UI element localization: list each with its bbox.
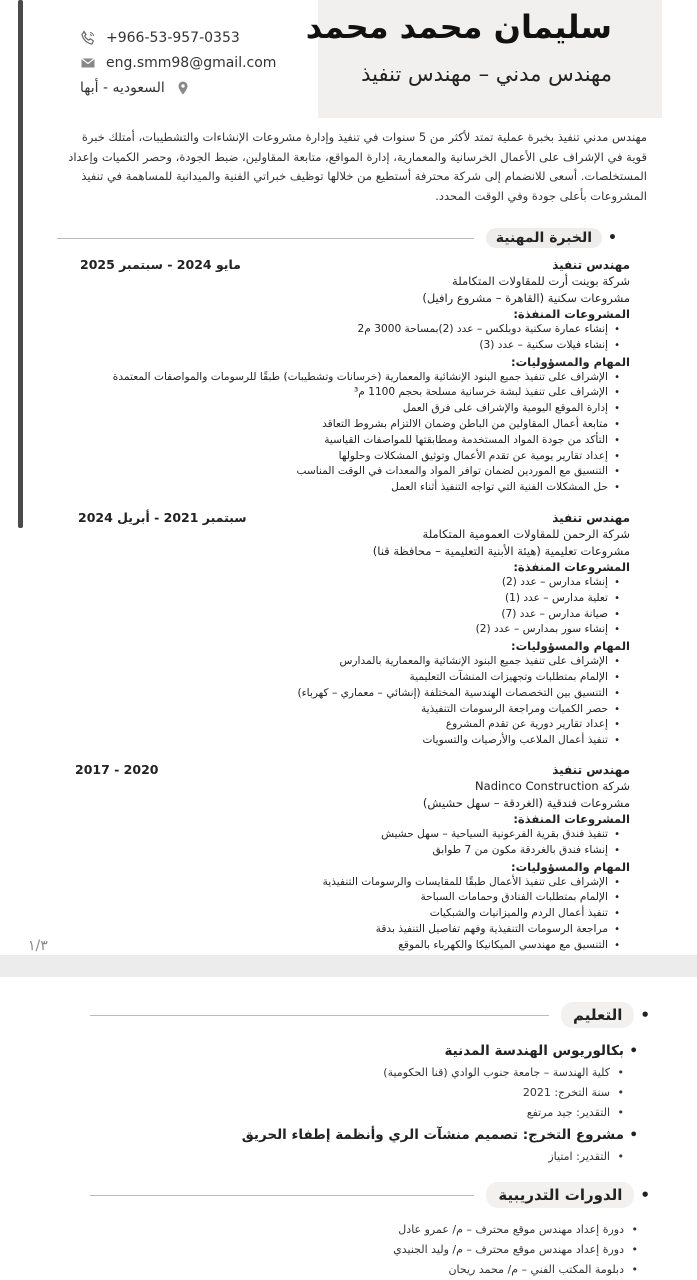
location-text: السعوديه - أبها (80, 80, 165, 96)
email-text: eng.smm98@gmail.com (106, 55, 277, 71)
list-item: • حصر الكميات ومراجعة الرسومات التنفيذية (70, 702, 618, 718)
section-divider (90, 1015, 549, 1016)
list-item: • الإلمام بمتطلبات وتجهيزات المنشآت التعليمية (70, 670, 618, 686)
list-item: • التنسيق مع مهندسي الميكانيكا والكهرباء بالموقع (70, 938, 618, 954)
section-bullet: • (640, 1006, 650, 1024)
list-item: • مراجعة الرسومات التنفيذية وفهم تفاصيل التنفيذ بدقة (70, 922, 618, 938)
graduation-project-title: تصميم منشآت الري وأنظمة إطفاء الحريق (241, 1127, 519, 1143)
job-title: مهندس تنفيذ (552, 763, 630, 777)
list-item: • الإشراف على تنفيذ جميع البنود الإنشائية والمعمارية (خرسانات وتشطيبات) طبقًا للرسومات والمواصفات المعتمدة (70, 370, 618, 386)
project-type: مشروعات تعليمية (هيئة الأبنية التعليمية – محافظة قنا) (372, 543, 630, 558)
resume-page-2 (0, 977, 697, 1280)
list-item: • التنسيق مع الموردين لضمان توافر المواد والمعدات في الوقت المناسب (70, 464, 618, 480)
job-entry (70, 510, 630, 749)
job-dates: مايو 2024 - سبتمبر 2025 (80, 257, 241, 272)
company-name: شركة الرحمن للمقاولات العمومية المتكاملة (422, 527, 630, 541)
list-item: • إعداد تقارير يومية عن تقدم الأعمال وتوثيق المشكلات وحلولها (70, 449, 618, 465)
mail-icon (80, 55, 96, 71)
section-divider (57, 238, 474, 239)
degree-title: • بكالوريوس الهندسة المدنية (90, 1039, 636, 1063)
tasks-heading: المهام والمسؤوليات: (511, 639, 630, 654)
job-entry (70, 762, 630, 954)
graduation-project-label: مشروع التخرج: (522, 1127, 624, 1143)
job-entry (70, 257, 630, 496)
list-item: • الإلمام بمتطلبات الفنادق وحمامات السباحة (70, 890, 618, 906)
list-item: • تنفيذ أعمال الردم والميزانيات والشبكيات (70, 906, 618, 922)
list-item: • دورة إعداد مهندس موقع محترف – م/ وليد الجنيدي (90, 1240, 636, 1260)
job-title: مهندس تنفيذ (552, 258, 630, 272)
section-divider (90, 1195, 474, 1196)
education-list (90, 1039, 650, 1063)
section-bullet: • (640, 1186, 650, 1204)
tasks-list (70, 370, 630, 496)
courses-block (90, 1220, 650, 1280)
projects-heading: المشروعات المنفذة: (513, 812, 630, 826)
list-item: • إنشاء عمارة سكنية دوبلكس – عدد (2)بمساحة 3000 م2 (70, 322, 618, 338)
tasks-heading: المهام والمسؤوليات: (511, 859, 630, 874)
education-section-heading (90, 1002, 650, 1028)
projects-heading: المشروعات المنفذة: (513, 560, 630, 574)
courses-heading: الدورات التدريبية (486, 1182, 634, 1208)
contact-email (80, 55, 276, 71)
projects-list (70, 827, 630, 859)
list-item: • دبلومة المكتب الفني – م/ محمد ريحان (90, 1260, 636, 1280)
phone-text: +966-53-957-0353 (106, 30, 240, 46)
education-details (90, 1063, 650, 1123)
list-item: • سنة التخرج: 2021 (90, 1083, 622, 1103)
job-title: مهندس تنفيذ (552, 511, 630, 525)
list-item: • إنشاء فيلات سكنية – عدد (3) (70, 338, 618, 354)
job-dates: سبتمبر 2021 - أبريل 2024 (78, 510, 247, 525)
courses-section-heading (90, 1182, 650, 1208)
list-item: • تعلية مدارس – عدد (1) (70, 591, 618, 607)
list-item: • التأكد من جودة المواد المستخدمة ومطابقتها للمواصفات القياسية (70, 433, 618, 449)
list-item: • إنشاء مدارس – عدد (2) (70, 575, 618, 591)
projects-list (70, 575, 630, 638)
list-item: • التقدير: جيد مرتفع (90, 1103, 622, 1123)
list-item: • الإشراف على تنفيذ الأعمال طبقًا للمقايسات والرسومات التنفيذية (70, 875, 618, 891)
project-type: مشروعات فندقية (الغردقة – سهل حشيش) (422, 795, 630, 810)
list-item: • إنشاء سور بمدارس – عدد (2) (70, 622, 618, 638)
company-name: شركة بوينت أرت للمقاولات المتكاملة (452, 274, 630, 288)
experience-heading: الخبرة المهنية (486, 228, 602, 248)
list-item: • تنفيذ أعمال الملاعب والأرصيات والتسويات (70, 733, 618, 749)
courses-list (90, 1220, 650, 1280)
list-item: • تنفيذ فندق بقرية الفرعونية السياحية – سهل حشيش (70, 827, 618, 843)
tasks-heading: المهام والمسؤوليات: (511, 354, 630, 369)
tasks-list (70, 875, 630, 954)
list-item: • كلية الهندسة – جامعة جنوب الوادي (قنا الحكومية) (90, 1063, 622, 1083)
company-name: شركة Nadinco Construction (475, 779, 630, 793)
list-item: • إدارة الموقع اليومية والإشراف على فرق العمل (70, 401, 618, 417)
tasks-list (70, 654, 630, 749)
graduation-grade-list (90, 1147, 650, 1167)
contact-phone (80, 30, 240, 46)
list-item: • حل المشكلات الفنية التي تواجه التنفيذ أثناء العمل (70, 480, 618, 496)
candidate-name: سليمان محمد محمد (305, 8, 612, 46)
list-item: • متابعة أعمال المقاولين من الباطن وضمان الالتزام بشروط التعاقد (70, 417, 618, 433)
graduation-project (90, 1123, 650, 1147)
list-item: • إنشاء فندق بالغردقة مكون من 7 طوابق (70, 843, 618, 859)
job-dates: 2017 - 2020 (75, 762, 159, 777)
contact-location (80, 80, 201, 96)
candidate-title: مهندس مدني – مهندس تنفيذ (361, 62, 612, 86)
project-type: مشروعات سكنية (القاهرة – مشروع رافيل) (422, 290, 630, 305)
left-accent-bar (18, 0, 23, 528)
education-block (90, 1039, 650, 1167)
list-item: • صيانة مدارس – عدد (7) (70, 607, 618, 623)
graduation-project-item (90, 1123, 636, 1147)
list-item: • الإشراف على تنفيذ لبشة خرسانية مسلحة بحجم 1100 م³ (70, 385, 618, 401)
education-heading: التعليم (561, 1002, 634, 1028)
phone-icon (80, 30, 96, 46)
projects-heading: المشروعات المنفذة: (513, 307, 630, 321)
list-item: • دورة إعداد مهندس موقع محترف – م/ عمرو عادل (90, 1220, 636, 1240)
list-item: • التقدير: امتياز (90, 1147, 622, 1167)
list-item: • إعداد تقارير دورية عن تقدم المشروع (70, 717, 618, 733)
list-item: • التنسيق بين التخصصات الهندسية المختلفة (إنشائي – معماري – كهرباء) (70, 686, 618, 702)
list-item: • الإشراف على تنفيذ جميع البنود الإنشائية والمعمارية بالمدارس (70, 654, 618, 670)
projects-list (70, 322, 630, 354)
professional-summary: مهندس مدني تنفيذ بخبرة عملية تمتد لأكثر من 5 سنوات في تنفيذ وإدارة مشروعات الإنشاءات والتشطيبات، أمتلك خبرة قوية في الإشراف على الأعمال الخرسانية والمعمارية، إدارة المواقع، متابعة المقاولين، ضبط الجودة، وحصر الكميات وإعداد المستخلصات. أسعى للانضمام إلى شركة محترفة أستطيع من خلالها توظيف خبراتي الفنية والميدانية للمساهمة في تنفيذ المشروعات بأعلى جودة وفي الوقت المحدد. (68, 130, 647, 203)
experience-section-heading (57, 228, 617, 248)
page-separator (0, 955, 697, 977)
page-number: ١/٣ (28, 938, 48, 954)
section-bullet: • (608, 230, 617, 246)
location-pin-icon (175, 80, 191, 96)
name-header-box (305, 0, 662, 118)
